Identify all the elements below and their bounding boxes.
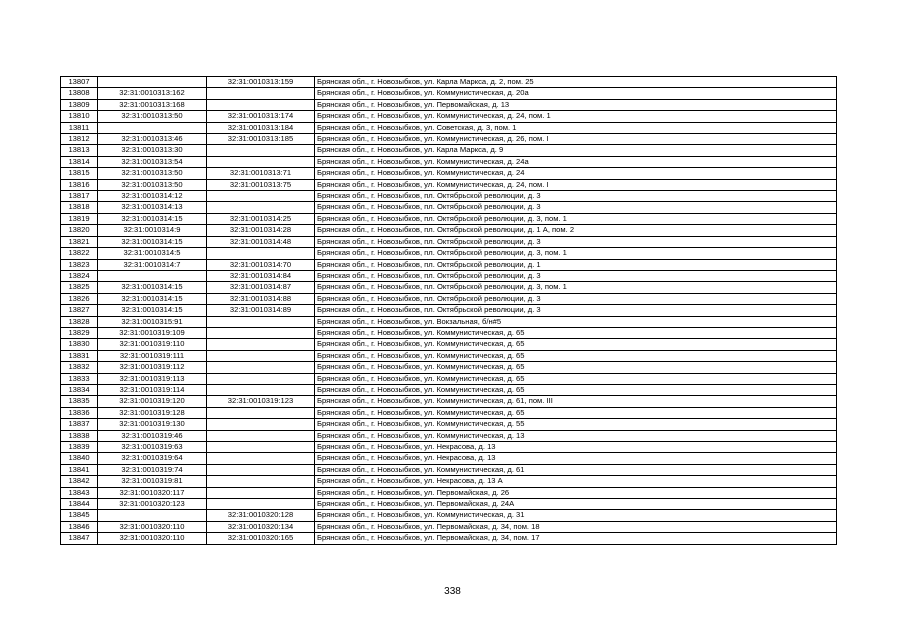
registry-table bbox=[60, 76, 837, 545]
premises-cadastral-number-cell bbox=[207, 464, 315, 475]
row-number-cell: 13812 bbox=[61, 134, 98, 145]
address-cell: Брянская обл., г. Новозыбков, ул. Коммунистическая, д. 24, пом. I bbox=[315, 179, 837, 190]
premises-cadastral-number-cell: 32:31:0010314:84 bbox=[207, 270, 315, 281]
page-number: 338 bbox=[444, 586, 461, 597]
row-number-cell: 13831 bbox=[61, 350, 98, 361]
cadastral-number-cell: 32:31:0010320:110 bbox=[98, 533, 207, 544]
premises-cadastral-number-cell bbox=[207, 248, 315, 259]
table-row bbox=[61, 156, 837, 167]
table-row bbox=[61, 122, 837, 133]
premises-cadastral-number-cell bbox=[207, 419, 315, 430]
cadastral-number-cell: 32:31:0010320:123 bbox=[98, 499, 207, 510]
row-number-cell: 13816 bbox=[61, 179, 98, 190]
table-row bbox=[61, 339, 837, 350]
row-number-cell: 13845 bbox=[61, 510, 98, 521]
address-cell: Брянская обл., г. Новозыбков, ул. Первомайская, д. 34, пом. 18 bbox=[315, 521, 837, 532]
table-row bbox=[61, 407, 837, 418]
cadastral-number-cell: 32:31:0010319:120 bbox=[98, 396, 207, 407]
premises-cadastral-number-cell bbox=[207, 362, 315, 373]
row-number-cell: 13847 bbox=[61, 533, 98, 544]
address-cell: Брянская обл., г. Новозыбков, ул. Коммунистическая, д. 61, пом. III bbox=[315, 396, 837, 407]
table-row bbox=[61, 179, 837, 190]
address-cell: Брянская обл., г. Новозыбков, ул. Карла Маркса, д. 2, пом. 25 bbox=[315, 77, 837, 88]
premises-cadastral-number-cell: 32:31:0010313:159 bbox=[207, 77, 315, 88]
table-row bbox=[61, 134, 837, 145]
cadastral-number-cell: 32:31:0010314:13 bbox=[98, 202, 207, 213]
row-number-cell: 13826 bbox=[61, 293, 98, 304]
premises-cadastral-number-cell bbox=[207, 327, 315, 338]
premises-cadastral-number-cell bbox=[207, 407, 315, 418]
premises-cadastral-number-cell: 32:31:0010314:87 bbox=[207, 282, 315, 293]
premises-cadastral-number-cell bbox=[207, 453, 315, 464]
cadastral-number-cell: 32:31:0010319:46 bbox=[98, 430, 207, 441]
premises-cadastral-number-cell bbox=[207, 442, 315, 453]
cadastral-number-cell bbox=[98, 77, 207, 88]
row-number-cell: 13828 bbox=[61, 316, 98, 327]
address-cell: Брянская обл., г. Новозыбков, пл. Октябрьской революции, д. 3, пом. 1 bbox=[315, 213, 837, 224]
cadastral-number-cell: 32:31:0010319:64 bbox=[98, 453, 207, 464]
address-cell: Брянская обл., г. Новозыбков, ул. Коммунистическая, д. 55 bbox=[315, 419, 837, 430]
table-row bbox=[61, 453, 837, 464]
cadastral-number-cell: 32:31:0010313:50 bbox=[98, 111, 207, 122]
cadastral-number-cell: 32:31:0010313:50 bbox=[98, 168, 207, 179]
address-cell: Брянская обл., г. Новозыбков, ул. Коммунистическая, д. 61 bbox=[315, 464, 837, 475]
premises-cadastral-number-cell bbox=[207, 350, 315, 361]
cadastral-number-cell: 32:31:0010313:30 bbox=[98, 145, 207, 156]
address-cell: Брянская обл., г. Новозыбков, ул. Некрасова, д. 13 bbox=[315, 453, 837, 464]
premises-cadastral-number-cell bbox=[207, 99, 315, 110]
premises-cadastral-number-cell: 32:31:0010319:123 bbox=[207, 396, 315, 407]
cadastral-number-cell: 32:31:0010315:91 bbox=[98, 316, 207, 327]
cadastral-number-cell: 32:31:0010319:113 bbox=[98, 373, 207, 384]
table-row bbox=[61, 350, 837, 361]
premises-cadastral-number-cell bbox=[207, 476, 315, 487]
cadastral-number-cell: 32:31:0010319:128 bbox=[98, 407, 207, 418]
table-row bbox=[61, 213, 837, 224]
cadastral-number-cell: 32:31:0010313:54 bbox=[98, 156, 207, 167]
premises-cadastral-number-cell: 32:31:0010314:88 bbox=[207, 293, 315, 304]
row-number-cell: 13843 bbox=[61, 487, 98, 498]
table-row bbox=[61, 99, 837, 110]
premises-cadastral-number-cell bbox=[207, 499, 315, 510]
row-number-cell: 13817 bbox=[61, 191, 98, 202]
row-number-cell: 13810 bbox=[61, 111, 98, 122]
address-cell: Брянская обл., г. Новозыбков, ул. Некрасова, д. 13 А bbox=[315, 476, 837, 487]
cadastral-number-cell: 32:31:0010314:15 bbox=[98, 213, 207, 224]
address-cell: Брянская обл., г. Новозыбков, ул. Коммунистическая, д. 20а bbox=[315, 88, 837, 99]
address-cell: Брянская обл., г. Новозыбков, пл. Октябрьской революции, д. 3 bbox=[315, 236, 837, 247]
table-row bbox=[61, 373, 837, 384]
premises-cadastral-number-cell: 32:31:0010314:25 bbox=[207, 213, 315, 224]
address-cell: Брянская обл., г. Новозыбков, пл. Октябрьской революции, д. 1 bbox=[315, 259, 837, 270]
cadastral-number-cell bbox=[98, 270, 207, 281]
table-row bbox=[61, 293, 837, 304]
table-row bbox=[61, 327, 837, 338]
address-cell: Брянская обл., г. Новозыбков, ул. Некрасова, д. 13 bbox=[315, 442, 837, 453]
premises-cadastral-number-cell bbox=[207, 384, 315, 395]
table-row bbox=[61, 270, 837, 281]
address-cell: Брянская обл., г. Новозыбков, ул. Коммунистическая, д. 65 bbox=[315, 373, 837, 384]
address-cell: Брянская обл., г. Новозыбков, ул. Коммунистическая, д. 24а bbox=[315, 156, 837, 167]
row-number-cell: 13818 bbox=[61, 202, 98, 213]
table-row bbox=[61, 362, 837, 373]
address-cell: Брянская обл., г. Новозыбков, пл. Октябрьской революции, д. 3, пом. 1 bbox=[315, 282, 837, 293]
address-cell: Брянская обл., г. Новозыбков, ул. Первомайская, д. 34, пом. 17 bbox=[315, 533, 837, 544]
cadastral-number-cell: 32:31:0010319:74 bbox=[98, 464, 207, 475]
address-cell: Брянская обл., г. Новозыбков, пл. Октябрьской революции, д. 3 bbox=[315, 293, 837, 304]
cadastral-number-cell: 32:31:0010314:15 bbox=[98, 236, 207, 247]
cadastral-number-cell: 32:31:0010314:5 bbox=[98, 248, 207, 259]
table-row bbox=[61, 168, 837, 179]
row-number-cell: 13825 bbox=[61, 282, 98, 293]
row-number-cell: 13821 bbox=[61, 236, 98, 247]
premises-cadastral-number-cell: 32:31:0010314:28 bbox=[207, 225, 315, 236]
premises-cadastral-number-cell bbox=[207, 191, 315, 202]
row-number-cell: 13814 bbox=[61, 156, 98, 167]
row-number-cell: 13832 bbox=[61, 362, 98, 373]
table-row bbox=[61, 145, 837, 156]
address-cell: Брянская обл., г. Новозыбков, ул. Вокзальная, б/н#5 bbox=[315, 316, 837, 327]
address-cell: Брянская обл., г. Новозыбков, пл. Октябрьской революции, д. 3 bbox=[315, 305, 837, 316]
premises-cadastral-number-cell bbox=[207, 373, 315, 384]
cadastral-number-cell: 32:31:0010319:130 bbox=[98, 419, 207, 430]
row-number-cell: 13823 bbox=[61, 259, 98, 270]
row-number-cell: 13824 bbox=[61, 270, 98, 281]
premises-cadastral-number-cell: 32:31:0010313:174 bbox=[207, 111, 315, 122]
address-cell: Брянская обл., г. Новозыбков, ул. Коммунистическая, д. 26, пом. I bbox=[315, 134, 837, 145]
premises-cadastral-number-cell: 32:31:0010314:70 bbox=[207, 259, 315, 270]
address-cell: Брянская обл., г. Новозыбков, пл. Октябрьской революции, д. 3 bbox=[315, 270, 837, 281]
address-cell: Брянская обл., г. Новозыбков, пл. Октябрьской революции, д. 1 А, пом. 2 bbox=[315, 225, 837, 236]
premises-cadastral-number-cell bbox=[207, 487, 315, 498]
row-number-cell: 13820 bbox=[61, 225, 98, 236]
cadastral-number-cell: 32:31:0010314:15 bbox=[98, 282, 207, 293]
row-number-cell: 13838 bbox=[61, 430, 98, 441]
table-row bbox=[61, 248, 837, 259]
address-cell: Брянская обл., г. Новозыбков, ул. Карла Маркса, д. 9 bbox=[315, 145, 837, 156]
address-cell: Брянская обл., г. Новозыбков, ул. Коммунистическая, д. 31 bbox=[315, 510, 837, 521]
table-row bbox=[61, 419, 837, 430]
address-cell: Брянская обл., г. Новозыбков, ул. Советская, д. 3, пом. 1 bbox=[315, 122, 837, 133]
cadastral-number-cell bbox=[98, 510, 207, 521]
address-cell: Брянская обл., г. Новозыбков, ул. Коммунистическая, д. 24 bbox=[315, 168, 837, 179]
row-number-cell: 13834 bbox=[61, 384, 98, 395]
premises-cadastral-number-cell bbox=[207, 88, 315, 99]
row-number-cell: 13815 bbox=[61, 168, 98, 179]
address-cell: Брянская обл., г. Новозыбков, ул. Коммунистическая, д. 65 bbox=[315, 407, 837, 418]
address-cell: Брянская обл., г. Новозыбков, ул. Коммунистическая, д. 65 bbox=[315, 339, 837, 350]
row-number-cell: 13809 bbox=[61, 99, 98, 110]
table-row bbox=[61, 521, 837, 532]
table-row bbox=[61, 236, 837, 247]
address-cell: Брянская обл., г. Новозыбков, ул. Коммунистическая, д. 65 bbox=[315, 384, 837, 395]
table-row bbox=[61, 282, 837, 293]
row-number-cell: 13830 bbox=[61, 339, 98, 350]
row-number-cell: 13807 bbox=[61, 77, 98, 88]
premises-cadastral-number-cell: 32:31:0010314:48 bbox=[207, 236, 315, 247]
row-number-cell: 13835 bbox=[61, 396, 98, 407]
premises-cadastral-number-cell: 32:31:0010320:165 bbox=[207, 533, 315, 544]
cadastral-number-cell: 32:31:0010313:168 bbox=[98, 99, 207, 110]
cadastral-number-cell: 32:31:0010313:162 bbox=[98, 88, 207, 99]
address-cell: Брянская обл., г. Новозыбков, ул. Коммунистическая, д. 13 bbox=[315, 430, 837, 441]
cadastral-number-cell: 32:31:0010319:63 bbox=[98, 442, 207, 453]
premises-cadastral-number-cell bbox=[207, 202, 315, 213]
table-row bbox=[61, 305, 837, 316]
address-cell: Брянская обл., г. Новозыбков, ул. Коммунистическая, д. 24, пом. 1 bbox=[315, 111, 837, 122]
cadastral-number-cell: 32:31:0010319:110 bbox=[98, 339, 207, 350]
cadastral-number-cell: 32:31:0010320:117 bbox=[98, 487, 207, 498]
address-cell: Брянская обл., г. Новозыбков, пл. Октябрьской революции, д. 3 bbox=[315, 191, 837, 202]
table-row bbox=[61, 510, 837, 521]
premises-cadastral-number-cell: 32:31:0010320:134 bbox=[207, 521, 315, 532]
table-row bbox=[61, 396, 837, 407]
cadastral-number-cell: 32:31:0010314:12 bbox=[98, 191, 207, 202]
table-row bbox=[61, 202, 837, 213]
premises-cadastral-number-cell bbox=[207, 339, 315, 350]
row-number-cell: 13844 bbox=[61, 499, 98, 510]
row-number-cell: 13833 bbox=[61, 373, 98, 384]
cadastral-number-cell: 32:31:0010314:9 bbox=[98, 225, 207, 236]
premises-cadastral-number-cell bbox=[207, 145, 315, 156]
row-number-cell: 13839 bbox=[61, 442, 98, 453]
table-row bbox=[61, 111, 837, 122]
registry-table-body bbox=[61, 77, 837, 545]
address-cell: Брянская обл., г. Новозыбков, ул. Коммунистическая, д. 65 bbox=[315, 327, 837, 338]
cadastral-number-cell: 32:31:0010314:15 bbox=[98, 305, 207, 316]
row-number-cell: 13813 bbox=[61, 145, 98, 156]
table-row bbox=[61, 464, 837, 475]
row-number-cell: 13842 bbox=[61, 476, 98, 487]
address-cell: Брянская обл., г. Новозыбков, ул. Первомайская, д. 24А bbox=[315, 499, 837, 510]
premises-cadastral-number-cell: 32:31:0010313:184 bbox=[207, 122, 315, 133]
cadastral-number-cell: 32:31:0010314:7 bbox=[98, 259, 207, 270]
cadastral-number-cell: 32:31:0010319:111 bbox=[98, 350, 207, 361]
row-number-cell: 13829 bbox=[61, 327, 98, 338]
address-cell: Брянская обл., г. Новозыбков, пл. Октябрьской революции, д. 3, пом. 1 bbox=[315, 248, 837, 259]
row-number-cell: 13837 bbox=[61, 419, 98, 430]
premises-cadastral-number-cell bbox=[207, 316, 315, 327]
cadastral-number-cell: 32:31:0010319:81 bbox=[98, 476, 207, 487]
table-row bbox=[61, 476, 837, 487]
premises-cadastral-number-cell: 32:31:0010313:75 bbox=[207, 179, 315, 190]
row-number-cell: 13846 bbox=[61, 521, 98, 532]
row-number-cell: 13840 bbox=[61, 453, 98, 464]
cadastral-number-cell: 32:31:0010320:110 bbox=[98, 521, 207, 532]
cadastral-number-cell bbox=[98, 122, 207, 133]
premises-cadastral-number-cell: 32:31:0010313:185 bbox=[207, 134, 315, 145]
table-row bbox=[61, 259, 837, 270]
table-row bbox=[61, 430, 837, 441]
premises-cadastral-number-cell bbox=[207, 156, 315, 167]
premises-cadastral-number-cell: 32:31:0010320:128 bbox=[207, 510, 315, 521]
table-row bbox=[61, 191, 837, 202]
address-cell: Брянская обл., г. Новозыбков, ул. Коммунистическая, д. 65 bbox=[315, 362, 837, 373]
address-cell: Брянская обл., г. Новозыбков, ул. Первомайская, д. 26 bbox=[315, 487, 837, 498]
cadastral-number-cell: 32:31:0010313:46 bbox=[98, 134, 207, 145]
table-row bbox=[61, 316, 837, 327]
premises-cadastral-number-cell: 32:31:0010313:71 bbox=[207, 168, 315, 179]
address-cell: Брянская обл., г. Новозыбков, ул. Коммунистическая, д. 65 bbox=[315, 350, 837, 361]
table-row bbox=[61, 384, 837, 395]
table-row bbox=[61, 442, 837, 453]
address-cell: Брянская обл., г. Новозыбков, пл. Октябрьской революции, д. 3 bbox=[315, 202, 837, 213]
row-number-cell: 13808 bbox=[61, 88, 98, 99]
premises-cadastral-number-cell: 32:31:0010314:89 bbox=[207, 305, 315, 316]
cadastral-number-cell: 32:31:0010314:15 bbox=[98, 293, 207, 304]
table-row bbox=[61, 88, 837, 99]
row-number-cell: 13811 bbox=[61, 122, 98, 133]
premises-cadastral-number-cell bbox=[207, 430, 315, 441]
table-row bbox=[61, 225, 837, 236]
table-row bbox=[61, 533, 837, 544]
row-number-cell: 13836 bbox=[61, 407, 98, 418]
cadastral-number-cell: 32:31:0010313:50 bbox=[98, 179, 207, 190]
row-number-cell: 13822 bbox=[61, 248, 98, 259]
table-row bbox=[61, 499, 837, 510]
cadastral-number-cell: 32:31:0010319:114 bbox=[98, 384, 207, 395]
row-number-cell: 13827 bbox=[61, 305, 98, 316]
row-number-cell: 13819 bbox=[61, 213, 98, 224]
cadastral-number-cell: 32:31:0010319:112 bbox=[98, 362, 207, 373]
cadastral-number-cell: 32:31:0010319:109 bbox=[98, 327, 207, 338]
table-row bbox=[61, 77, 837, 88]
address-cell: Брянская обл., г. Новозыбков, ул. Первомайская, д. 13 bbox=[315, 99, 837, 110]
row-number-cell: 13841 bbox=[61, 464, 98, 475]
table-row bbox=[61, 487, 837, 498]
